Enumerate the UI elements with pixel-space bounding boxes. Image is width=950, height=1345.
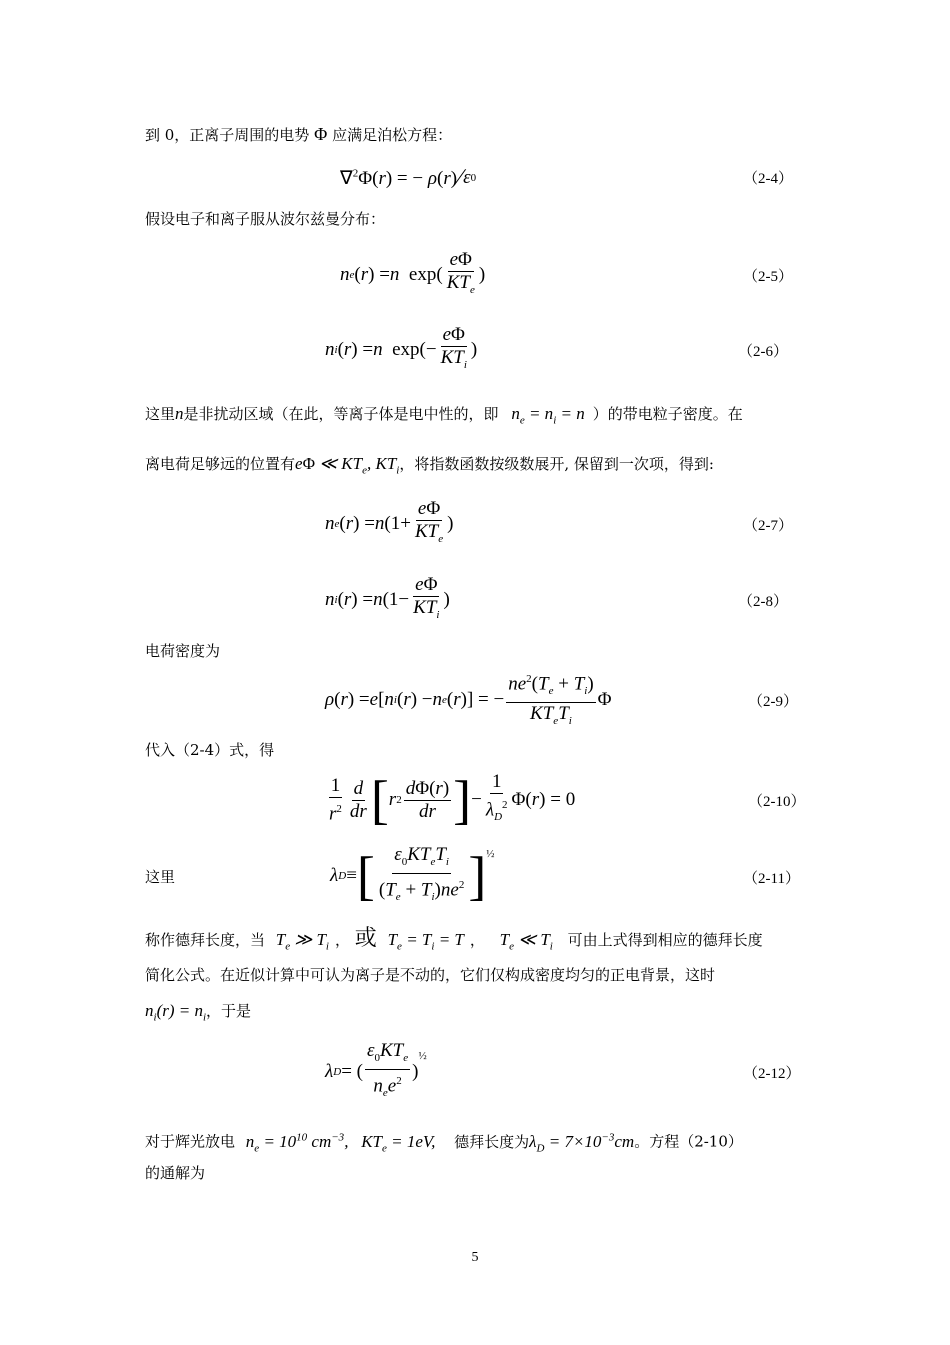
text-line: 这里	[145, 868, 176, 886]
inline-math: eΦ ≪ $KT_e$, $KT_i$	[295, 454, 400, 477]
text-line: 代入（2-4）式，得	[145, 741, 275, 759]
text-line	[145, 124, 452, 145]
text-segment: 离电荷足够远的位置有	[145, 455, 296, 473]
text-segment: 德拜长度为	[454, 1132, 530, 1151]
text-line	[145, 1001, 251, 1027]
text-segment: 对于辉光放电	[145, 1132, 236, 1151]
equation-number: （2-9）	[748, 694, 798, 710]
text-line: 称作德拜长度，当 $T_e$ ≫ $T_i$ ， 或 $T_e = T_i = T$ ， $T_e$ ≪ $T_i$ 可由上式得到相应的德拜长度	[145, 926, 763, 953]
text-segment: 到 0，正离子周围的电势	[145, 126, 310, 144]
text-segment: 是非扰动区域（在此，等离子体是电中性的，即	[183, 405, 499, 423]
equation-number: （2-11）	[743, 871, 800, 887]
text-line	[145, 454, 714, 480]
text-segment: ，于是	[206, 1002, 252, 1020]
symbol: Φ	[314, 124, 328, 144]
text-line: 的通解为	[145, 1164, 206, 1182]
text-line: 简化公式。在近似计算中可认为离子是不动的，它们仅构成密度均匀的正电背景，这时	[145, 966, 716, 984]
equation-number: （2-5）	[743, 269, 793, 285]
text-segment: ）的带电粒子密度。在	[592, 405, 743, 423]
text-line	[145, 1127, 743, 1158]
inline-math: $n_i(r) = n_i$	[145, 1001, 207, 1024]
equation-2-5: n e ( r ) = n exp( $\frac{e\Phi}{KT_e}$ )	[340, 249, 486, 296]
equation-2-8: n i ( r ) = n (1− $\frac{e\Phi}{KT_i}$ )	[325, 574, 450, 621]
text-line	[145, 404, 743, 430]
equation-number: （2-8）	[738, 594, 788, 610]
inline-math: $T_e$ ≪ $T_i$	[499, 930, 553, 953]
equation-2-11: λ D ≡ [ $\frac{\varepsilon_0KT_eT_i}{(T_e + T_i)ne^2}$ ] $^{\frac{1}{2}}$	[330, 844, 495, 906]
inline-math: $n_e = 10^{10}$ $cm^{-3}$, $KT_e = 1eV$,	[245, 1131, 436, 1155]
equation-2-9: ρ ( r ) = e [ n i ( r ) − n e ( r )] = − $\frac{ne^2(T_e + T_i)}{KT_eT_i}$ Φ	[325, 670, 612, 730]
equation-2-4: ∇$^2$Φ(r) = − ρ(r) ∕ ε 0	[340, 164, 477, 191]
equation-number: （2-7）	[743, 518, 793, 534]
text-line: 电荷密度为	[145, 642, 221, 660]
symbol: n	[175, 404, 184, 423]
equation-2-12: λ D = ( $\frac{\varepsilon_0KT_e}{n_ee^2}$ ) $^{\frac{1}{2}}$	[325, 1040, 427, 1099]
inline-math: $\lambda_D = 7\times 10^{-3}cm$	[529, 1131, 635, 1155]
inline-math: $T_e = T_i = T$	[387, 930, 464, 953]
text-segment: 称作德拜长度，当	[145, 931, 266, 949]
text-segment: 这里	[145, 405, 176, 423]
equation-2-7: n e ( r ) = n (1+ $\frac{e\Phi}{KT_e}$ )	[325, 498, 454, 545]
text-segment: 。方程（2-10）	[634, 1132, 743, 1151]
equation-number: （2-6）	[738, 344, 788, 360]
page-number: 5	[471, 1250, 479, 1265]
text-segment: 应满足泊松方程：	[332, 126, 453, 144]
text-segment: 可由上式得到相应的德拜长度	[567, 931, 763, 949]
equation-2-10: $\frac{1}{r^2}$ $\frac{d}{dr}$ [ r 2 $\frac{d\Phi(r)}{dr}$ ] − $\frac{1}{\lambda_D^2}$ Φ( r ) = 0	[329, 770, 576, 830]
equation-number: （2-12）	[743, 1066, 801, 1082]
inline-math: $n_e = n_i = n$	[511, 404, 585, 427]
inline-math: $T_e$ ≫ $T_i$	[275, 930, 329, 953]
text-segment: ，将指数函数按级数展开, 保留到一次项，得到:	[399, 455, 714, 473]
text-line: 假设电子和离子服从波尔兹曼分布：	[145, 210, 386, 228]
equation-2-6: n i ( r ) = n exp(− $\frac{e\Phi}{KT_i}$ )	[325, 324, 478, 371]
equation-number: （2-10）	[748, 794, 806, 810]
text-segment: 或	[354, 926, 377, 951]
equation-number: （2-4）	[743, 171, 793, 187]
